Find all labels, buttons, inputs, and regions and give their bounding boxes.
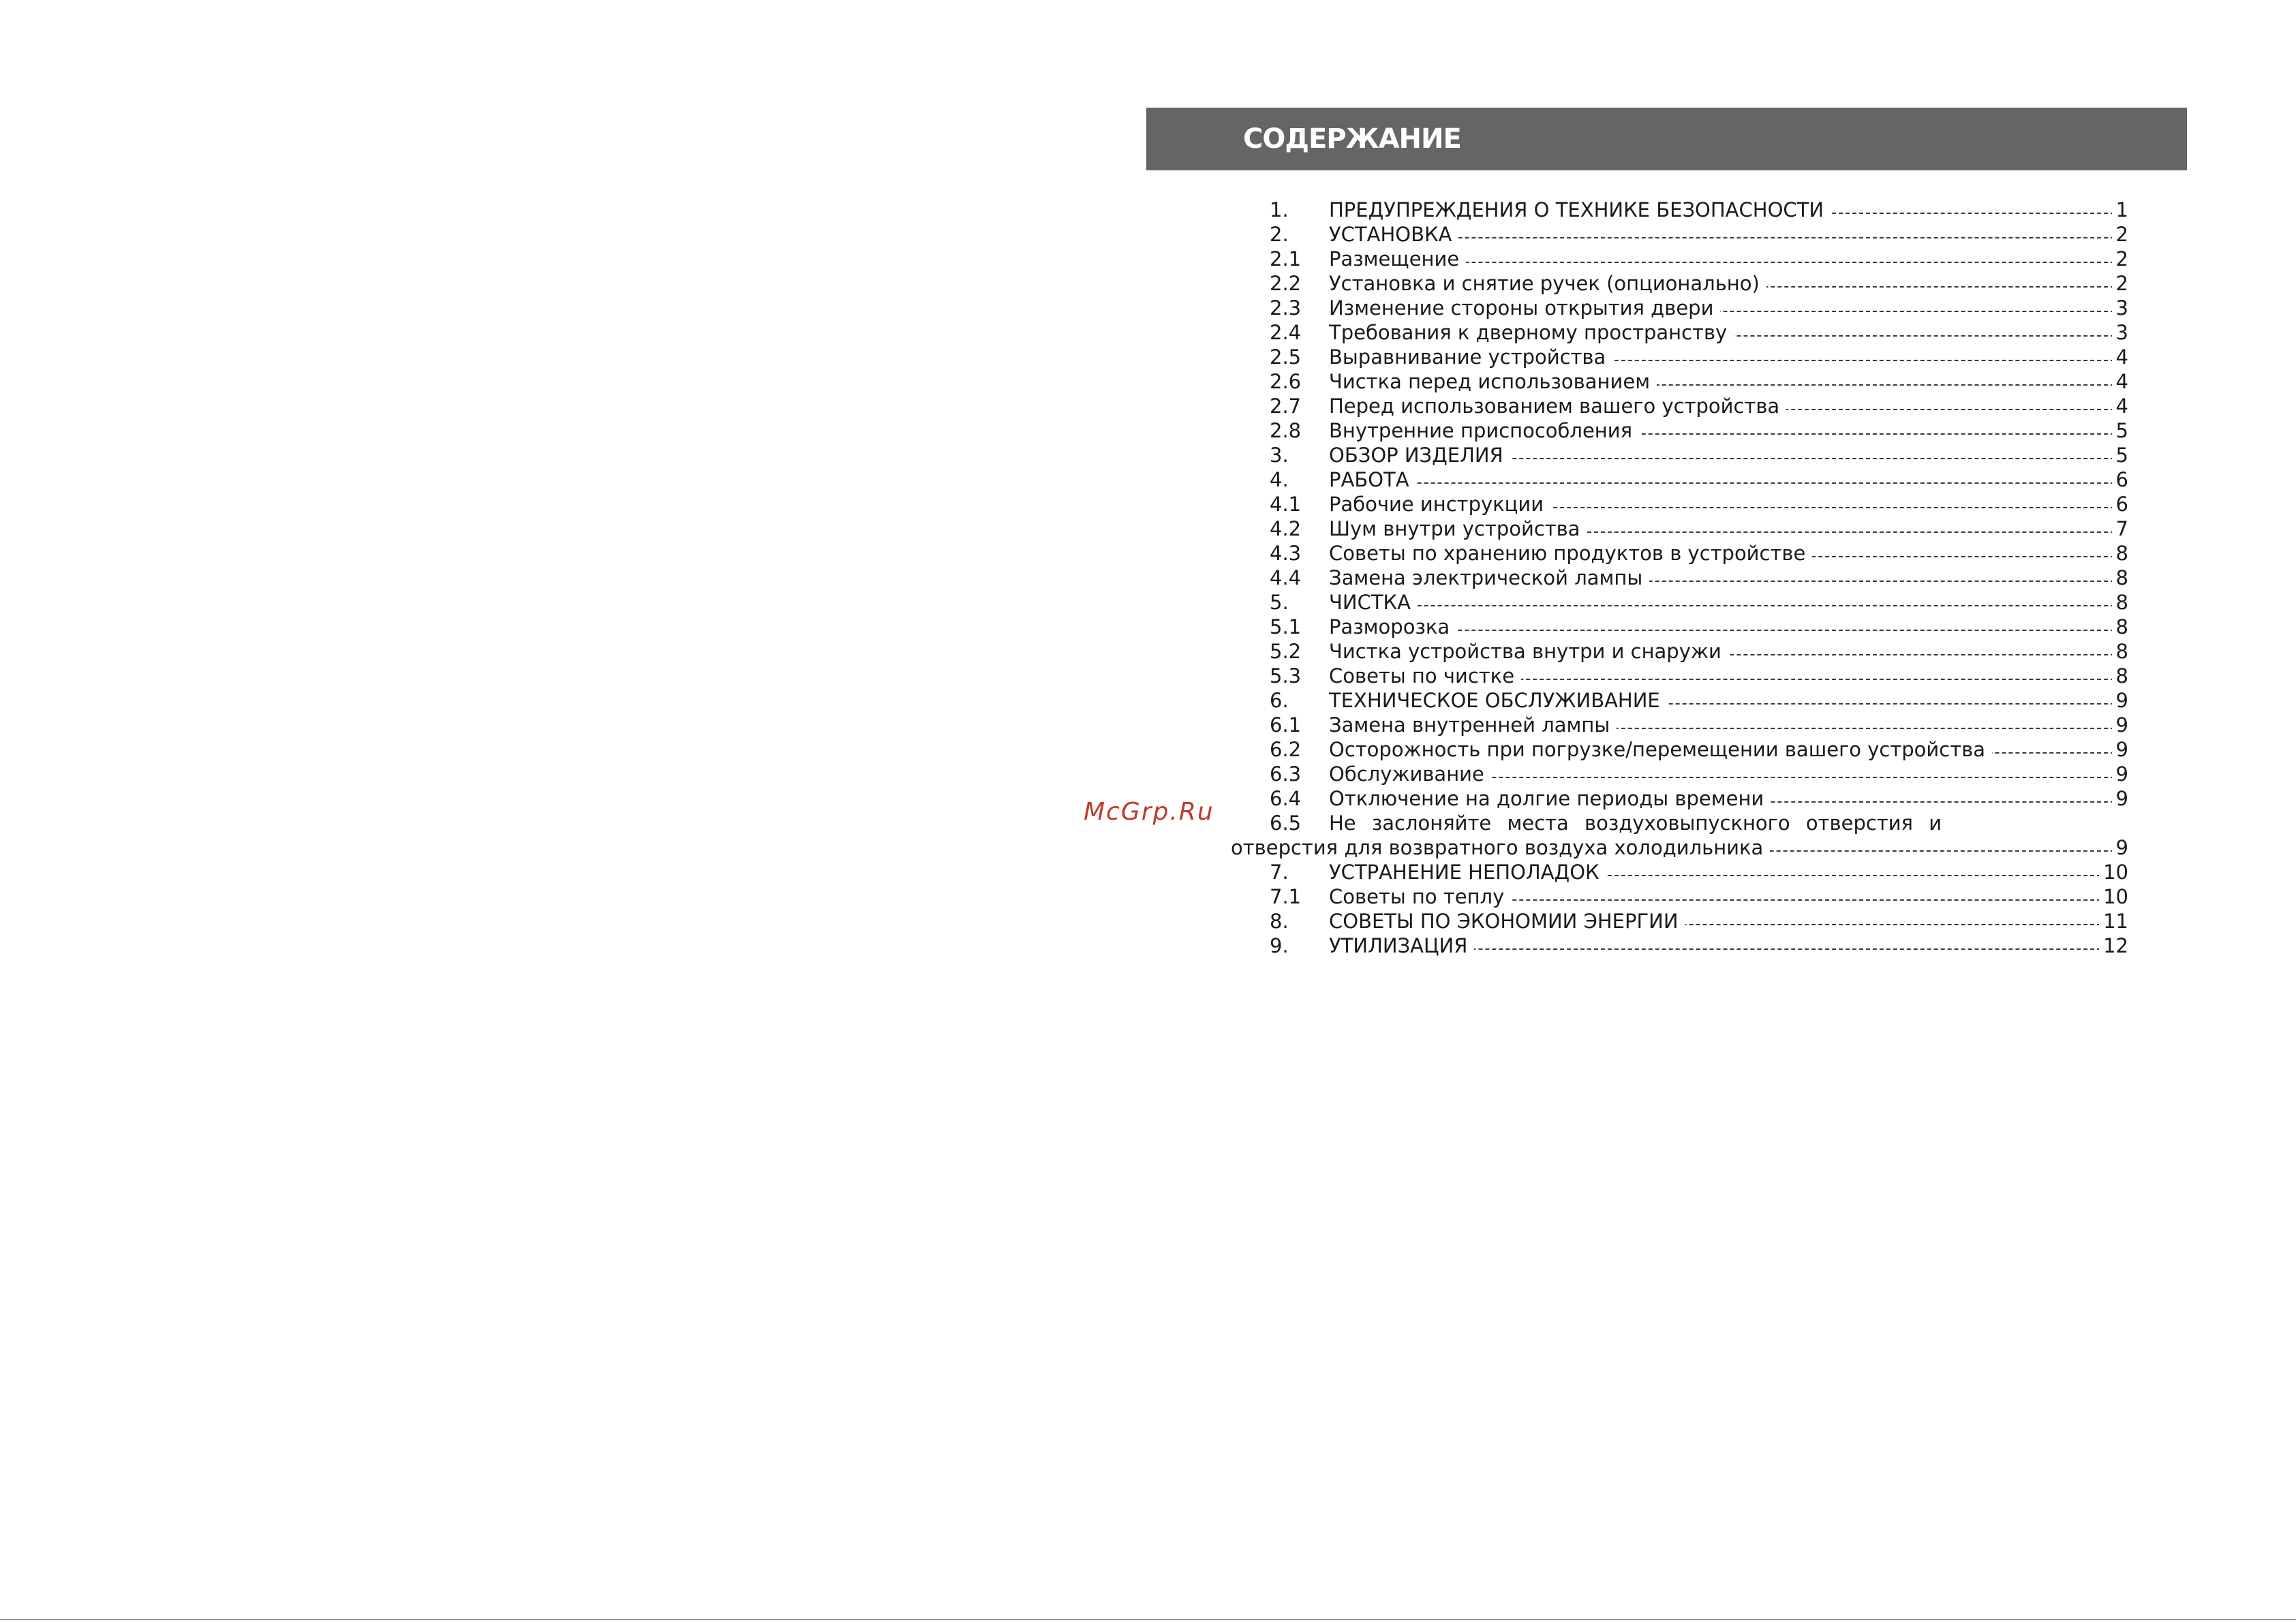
toc-number: 8.	[1270, 910, 1289, 933]
toc-page-number: 8	[2112, 639, 2128, 664]
toc-title: Выравнивание устройства	[1329, 345, 1612, 369]
toc-page-number: 9	[2112, 786, 2128, 811]
toc-title: Отключение на долгие периоды времени	[1329, 786, 1771, 811]
toc-row[interactable]	[0, 566, 2296, 590]
toc-title: Чистка перед использованием	[1329, 369, 1657, 394]
toc-row[interactable]	[0, 786, 2296, 811]
toc-page-number: 10	[2099, 860, 2128, 884]
toc-title: РАБОТА	[1329, 467, 1416, 492]
toc-page-number: 8	[2112, 615, 2128, 639]
toc-page-number: 9	[2112, 688, 2128, 713]
toc-row[interactable]	[0, 884, 2296, 909]
toc-number: 6.1	[1270, 713, 1302, 737]
toc-number: 7.	[1270, 861, 1289, 884]
toc-page-number: 8	[2112, 541, 2128, 566]
toc-page-number: 2	[2112, 247, 2128, 271]
toc-row[interactable]	[0, 688, 2296, 713]
toc-row[interactable]	[0, 296, 2296, 320]
toc-row[interactable]	[0, 198, 2296, 222]
toc-leader	[1329, 482, 2122, 484]
toc-title: ОБЗОР ИЗДЕЛИЯ	[1329, 443, 1510, 467]
toc-number: 2.3	[1270, 296, 1302, 320]
toc-title: УСТРАНЕНИЕ НЕПОЛАДОК	[1329, 860, 1606, 884]
toc-row[interactable]	[0, 639, 2296, 664]
toc-title: Размещение	[1329, 247, 1466, 271]
toc-page-number: 11	[2099, 909, 2128, 933]
toc-number: 6.2	[1270, 738, 1302, 761]
toc-number: 4.	[1270, 468, 1289, 491]
toc-title: Перед использованием вашего устройства	[1329, 394, 1786, 418]
toc-number: 4.3	[1270, 542, 1302, 565]
toc-title: УСТАНОВКА	[1329, 222, 1458, 247]
toc-page-number: 1	[2112, 198, 2128, 222]
toc-row[interactable]	[0, 492, 2296, 516]
toc-page-number: 9	[2112, 762, 2128, 786]
toc-page-number: 12	[2099, 933, 2128, 958]
toc-row[interactable]	[0, 247, 2296, 271]
toc-number: 2.7	[1270, 395, 1302, 418]
toc-page-number: 8	[2112, 590, 2128, 615]
toc-title: Рабочие инструкции	[1329, 492, 1550, 516]
toc-row[interactable]	[0, 541, 2296, 566]
toc-number: 5.3	[1270, 664, 1302, 687]
toc-page-number: 9	[2112, 713, 2128, 737]
toc-title: ЧИСТКА	[1329, 590, 1418, 615]
toc-row[interactable]	[0, 394, 2296, 418]
toc-number: 2.2	[1270, 272, 1302, 295]
toc-number: 5.1	[1270, 615, 1302, 638]
toc-page-number: 8	[2112, 566, 2128, 590]
toc-page-number: 7	[2112, 516, 2128, 541]
toc-number: 1.	[1270, 198, 1289, 221]
toc-number: 2.1	[1270, 247, 1302, 270]
toc-page-number: 10	[2099, 884, 2128, 909]
toc-number: 3.	[1270, 444, 1289, 467]
toc-row[interactable]	[0, 418, 2296, 443]
toc-number: 5.	[1270, 591, 1289, 614]
toc-number: 4.2	[1270, 517, 1302, 540]
toc-title: Советы по хранению продуктов в устройстве	[1329, 541, 1812, 566]
toc-row[interactable]	[0, 615, 2296, 639]
toc-row[interactable]	[0, 762, 2296, 786]
toc-number: 2.	[1270, 223, 1289, 246]
toc-number: 6.5	[1270, 812, 1302, 835]
toc-row[interactable]	[0, 320, 2296, 345]
contents-title: СОДЕРЖАНИЕ	[1243, 123, 1461, 155]
toc-row[interactable]	[0, 467, 2296, 492]
toc-number: 2.5	[1270, 345, 1302, 369]
toc-page-number: 5	[2112, 418, 2128, 443]
toc-page-number: 9	[2112, 737, 2128, 762]
toc-row[interactable]	[0, 271, 2296, 296]
toc-title: Советы по теплу	[1329, 884, 1511, 909]
toc-row[interactable]	[0, 222, 2296, 247]
toc-leader	[1329, 605, 2122, 606]
toc-number: 4.1	[1270, 493, 1302, 516]
toc-row[interactable]	[0, 369, 2296, 394]
toc-title: Изменение стороны открытия двери	[1329, 296, 1720, 320]
toc-number: 2.8	[1270, 419, 1302, 442]
toc-row[interactable]	[0, 713, 2296, 737]
toc-page-number: 5	[2112, 443, 2128, 467]
toc-number: 9.	[1270, 934, 1289, 957]
page-bottom-divider	[0, 1619, 2296, 1620]
toc-title: Внутренние приспособления	[1329, 418, 1639, 443]
watermark: McGrp.Ru	[1084, 798, 1214, 826]
toc-page-number: 4	[2112, 345, 2128, 369]
toc-row-wrapped-line1[interactable]	[0, 811, 2296, 835]
toc-number: 6.4	[1270, 787, 1302, 810]
toc-page-number: 2	[2112, 271, 2128, 296]
toc-page-number: 3	[2112, 320, 2128, 345]
toc-title: Установка и снятие ручек (опционально)	[1329, 271, 1766, 296]
toc-row[interactable]	[0, 737, 2296, 762]
toc-page-number: 3	[2112, 296, 2128, 320]
toc-title: Осторожность при погрузке/перемещении вашего устройства	[1329, 737, 1992, 762]
toc-row[interactable]	[0, 590, 2296, 615]
toc-title: УТИЛИЗАЦИЯ	[1329, 933, 1474, 958]
toc-page-number: 6	[2112, 467, 2128, 492]
toc-page-number: 2	[2112, 222, 2128, 247]
toc-number: 5.2	[1270, 640, 1302, 663]
toc-page-number: 4	[2112, 369, 2128, 394]
toc-row[interactable]	[0, 860, 2296, 884]
toc-number: 4.4	[1270, 566, 1302, 589]
toc-number: 6.3	[1270, 762, 1302, 786]
toc-row[interactable]	[0, 516, 2296, 541]
toc-title-continued: отверстия для возвратного воздуха холодильника	[1231, 835, 1770, 860]
toc-title: Разморозка	[1329, 615, 1456, 639]
toc-row[interactable]	[0, 443, 2296, 467]
toc-number: 6.	[1270, 689, 1289, 712]
toc-number: 7.1	[1270, 885, 1302, 908]
toc-title: Шум внутри устройства	[1329, 516, 1587, 541]
toc-title: Требования к дверному пространству	[1329, 320, 1734, 345]
toc-page-number: 8	[2112, 664, 2128, 688]
toc-page-number: 9	[2112, 835, 2128, 860]
toc-title: Советы по чистке	[1329, 664, 1521, 688]
contents-header-bar	[1146, 108, 2187, 170]
toc-number: 2.4	[1270, 321, 1302, 344]
toc-page-number: 4	[2112, 394, 2128, 418]
toc-row-wrapped-line2[interactable]	[0, 835, 2296, 860]
toc-title: ПРЕДУПРЕЖДЕНИЯ О ТЕХНИКЕ БЕЗОПАСНОСТИ	[1329, 198, 1831, 222]
toc-row[interactable]	[0, 933, 2296, 958]
toc-page-number: 6	[2112, 492, 2128, 516]
toc-title: СОВЕТЫ ПО ЭКОНОМИИ ЭНЕРГИИ	[1329, 909, 1685, 933]
toc-title: Обслуживание	[1329, 762, 1491, 786]
toc-row[interactable]	[0, 909, 2296, 933]
toc-number: 2.6	[1270, 370, 1302, 393]
toc-row[interactable]	[0, 345, 2296, 369]
toc-title: ТЕХНИЧЕСКОЕ ОБСЛУЖИВАНИЕ	[1329, 688, 1667, 713]
toc-title: Чистка устройства внутри и снаружи	[1329, 639, 1728, 664]
toc-title: Замена внутренней лампы	[1329, 713, 1617, 737]
toc-title: Замена электрической лампы	[1329, 566, 1649, 590]
toc-row[interactable]	[0, 664, 2296, 688]
toc-title: Не заслоняйте места воздуховыпускного отверстия и	[1329, 812, 1942, 835]
